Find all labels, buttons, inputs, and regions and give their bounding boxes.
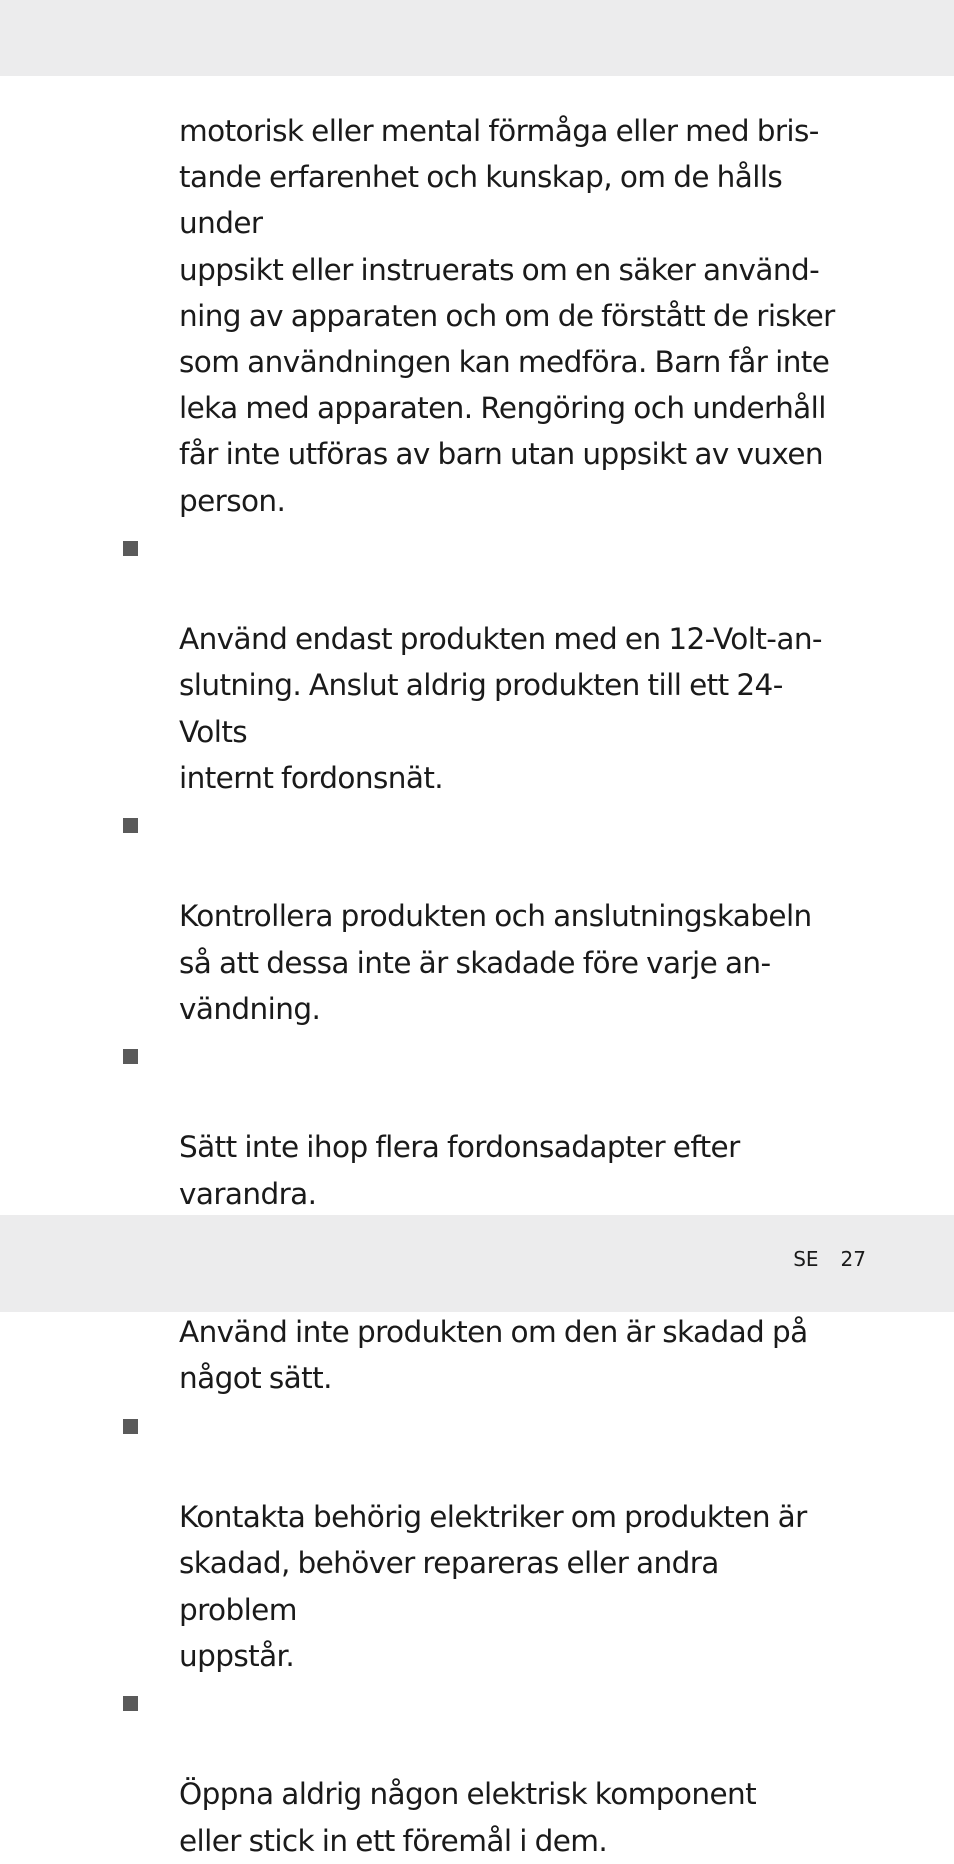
list-item-text: Använd endast produkten med en 12-Volt-an- slutning. Anslut aldrig produkten till ett 24-Volts internt fordonsnät. [179,622,822,795]
intro-paragraph: motorisk eller mental förmåga eller med bris- tande erfarenhet och kunskap, om de hålls under uppsikt eller instruerats om en säker använd- ning av apparaten och om de förstått de risker som användningen kan medföra. Barn får inte leka med apparaten. Rengöring och underhåll får inte utföras av barn utan uppsikt av vuxen person. [179,114,835,518]
list-item-text: Använd inte produkten om den är skadad på något sätt. [179,1315,808,1396]
list-item-text: Sätt inte ihop flera fordonsadapter efter varandra. [179,1130,740,1211]
header-band [0,0,954,76]
page-number: 27 [840,1247,866,1271]
list-item [120,1402,840,1679]
list-item-text: Öppna aldrig någon elektrisk komponent eller stick in ett föremål i dem. [179,1777,757,1858]
list-item [120,1032,840,1217]
list-item [120,524,840,801]
language-code: SE [793,1247,819,1271]
list-item [120,1679,840,1864]
list-item [120,801,840,1032]
square-bullet-icon [123,818,138,833]
square-bullet-icon [123,1696,138,1711]
list-item-text: Kontakta behörig elektriker om produkten är skadad, behöver repareras eller andra problem uppstår. [179,1500,807,1673]
list-item-text: Kontrollera produkten och anslutningskabeln så att dessa inte är skadade före varje an- vändning. [179,899,812,1026]
square-bullet-icon [123,541,138,556]
page-footer [793,1247,866,1271]
page-content [120,108,840,1864]
square-bullet-icon [123,1049,138,1064]
square-bullet-icon [123,1419,138,1434]
